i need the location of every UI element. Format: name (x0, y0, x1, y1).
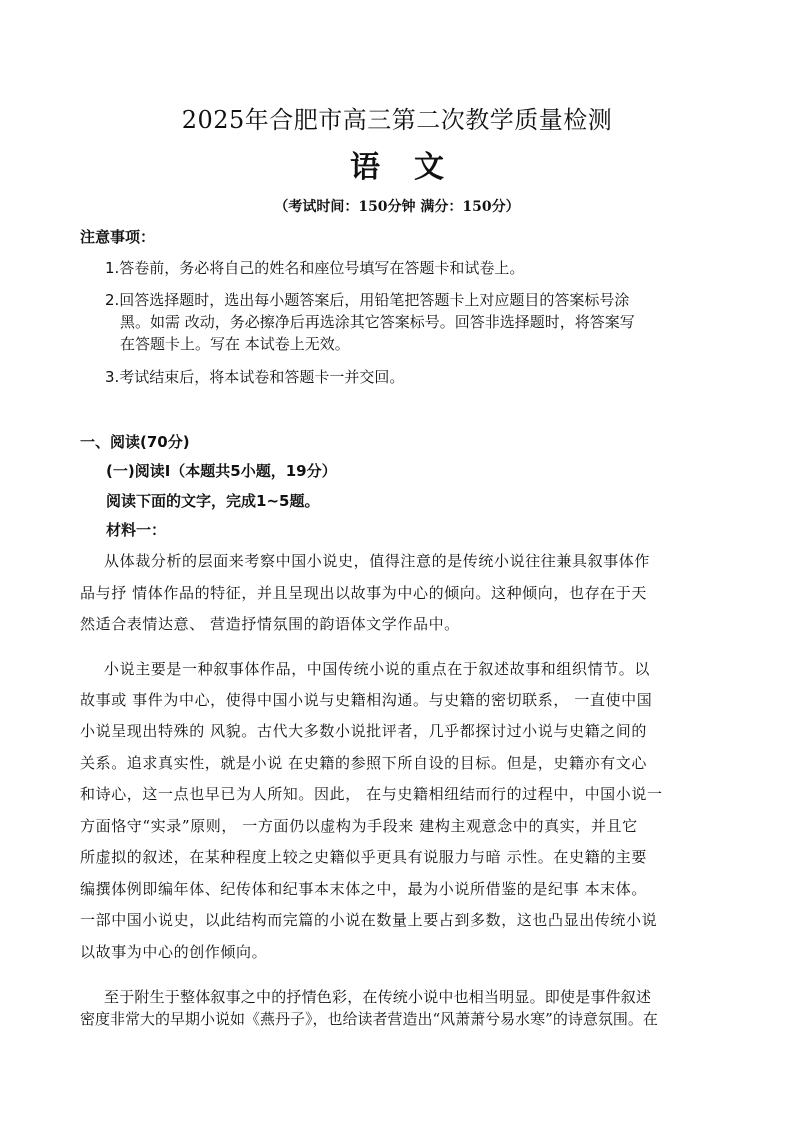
passage-line: 然适合表情达意、 营造抒情氛围的韵语体文学作品中。 (80, 615, 460, 633)
passage-line: 方面恪守“实录”原则， 一方面仍以虚构为手段来 建构主观意念中的真实，并且它 (80, 817, 638, 835)
passage-line: 以故事为中心的创作倾向。 (80, 943, 268, 961)
passage-line: 编撰体例即编年体、纪传体和纪事本末体之中，最为小说所借鉴的是纪事 本末体。 (80, 880, 647, 898)
notice-line-3: 黑。如需 改动，务必擦净后再选涂其它答案标号。回答非选择题时，将答案写 (120, 313, 635, 331)
exam-time-note: （考试时间：150分钟 满分：150分） (274, 199, 520, 215)
passage-line: 故事或 事件为中心，使得中国小说与史籍相沟通。与史籍的密切联系， 一直使中国 (80, 691, 653, 709)
notice-line-1: 1.答卷前，务必将自己的姓名和座位号填写在答题卡和试卷上。 (105, 259, 525, 277)
material-label: 材料一： (106, 521, 167, 539)
passage-line: 关系。追求真实性，就是小说 在史籍的参照下所自设的目标。但是，史籍亦有文心 (80, 754, 647, 772)
exam-title: 2025年合肥市高三第二次教学质量检测 (181, 106, 613, 134)
reading-instruction: 阅读下面的文字，完成1~5题。 (106, 492, 320, 510)
passage-line: 所虚拟的叙述，在某种程度上较之史籍似乎更具有说服力与暗 示性。在史籍的主要 (80, 848, 647, 866)
passage-line: 密度非常大的早期小说如《燕丹子》，也给读者营造出“风萧萧兮易水寒”的诗意氛围。在 (80, 1010, 658, 1028)
subject-title: 语文 (350, 150, 478, 185)
passage-line: 至于附生于整体叙事之中的抒情色彩，在传统小说中也相当明显。即使是事件叙述 (104, 988, 652, 1006)
passage-line: 小说主要是一种叙事体作品，中国传统小说的重点在于叙述故事和组织情节。以 (104, 660, 651, 678)
subsection-heading: (一)阅读I（本题共5小题，19分） (106, 462, 337, 480)
notice-heading: 注意事项： (80, 228, 156, 246)
notice-line-2: 2.回答选择题时，选出每小题答案后，用铅笔把答题卡上对应题目的答案标号涂 (105, 291, 630, 309)
section-heading: 一、阅读(70分) (80, 433, 190, 451)
passage-line: 从体裁分析的层面来考察中国小说史，值得注意的是传统小说往往兼具叙事体作 (104, 552, 651, 570)
notice-line-5: 3.考试结束后，将本试卷和答题卡一并交回。 (105, 368, 405, 386)
passage-line: 品与抒 情体作品的特征，并且呈现出以故事为中心的倾向。这种倾向，也存在于天 (80, 584, 647, 602)
passage-line: 和诗心，这一点也早已为人所知。因此， 在与史籍相纽结而行的过程中，中国小说一 (80, 785, 663, 803)
passage-line: 小说呈现出特殊的 风貌。古代大多数小说批评者，几乎都探讨过小说与史籍之间的 (80, 722, 647, 740)
notice-line-4: 在答题卡上。写在 本试卷上无效。 (120, 335, 350, 353)
passage-line: 一部中国小说史，以此结构而完篇的小说在数量上要占到多数，这也凸显出传统小说 (80, 911, 658, 929)
